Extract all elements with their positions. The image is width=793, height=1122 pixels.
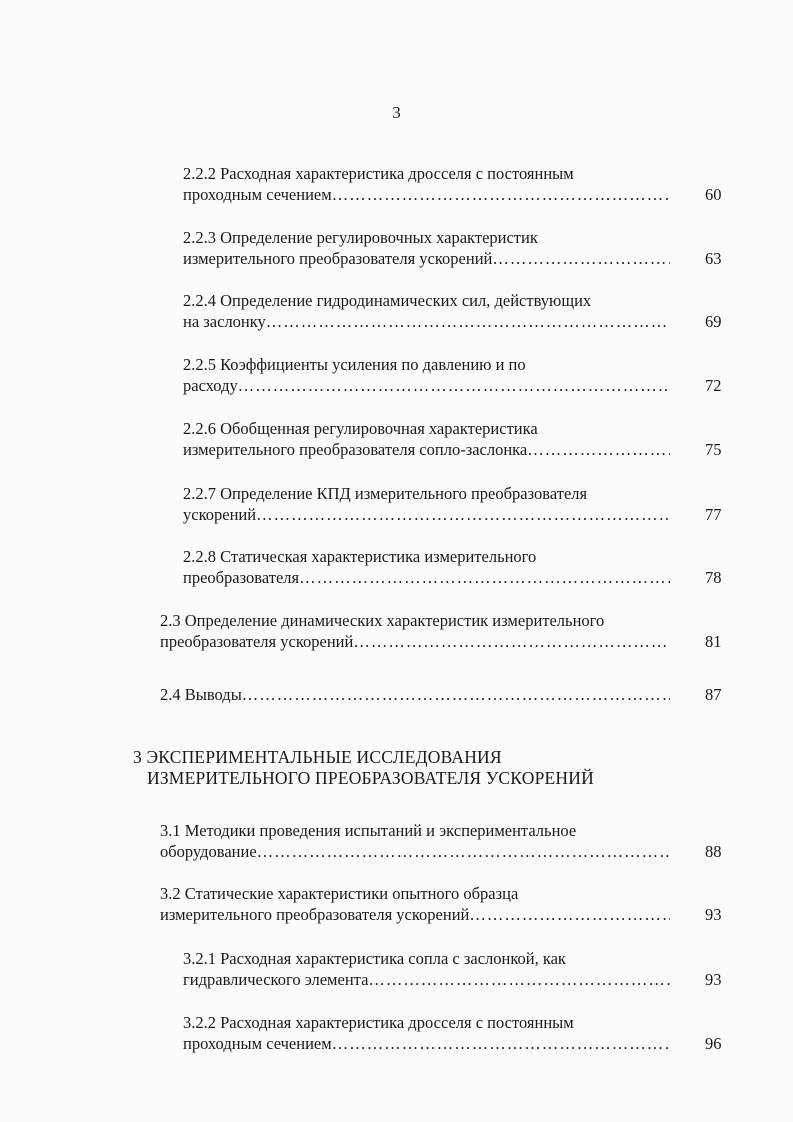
toc-entry-title-cont: ускорений xyxy=(183,505,257,524)
toc-entry-2-2-5 xyxy=(183,354,722,396)
toc-page-number: 93 xyxy=(705,905,722,924)
toc-entry-title-cont: оборудование xyxy=(160,842,257,861)
toc-entry-2-4 xyxy=(160,663,722,705)
toc-page-number: 72 xyxy=(705,376,722,395)
toc-entry-title-cont: измерительного преобразователя сопло-заслонка xyxy=(183,440,528,459)
toc-entry-3-2-2 xyxy=(183,1012,722,1054)
chapter-heading-line1: 3 ЭКСПЕРИМЕНТАЛЬНЫЕ ИССЛЕДОВАНИЯ xyxy=(133,747,502,767)
toc-entry-2-2-3 xyxy=(183,227,722,269)
toc-entry-title-cont: проходным сечением xyxy=(183,185,332,204)
leader-dots xyxy=(527,439,670,460)
toc-entry-title: 3.2 Статические характеристики опытного образца xyxy=(160,884,519,903)
leader-dots xyxy=(492,248,670,269)
toc-page-number: 60 xyxy=(705,185,722,204)
leader-dots xyxy=(238,375,670,396)
toc-entry-3-2 xyxy=(160,883,722,925)
toc-entry-title-cont: преобразователя ускорений xyxy=(160,632,354,651)
toc-page-number: 81 xyxy=(705,632,722,651)
toc-entry-title: 2.2.2 Расходная характеристика дросселя с постоянным xyxy=(183,164,574,183)
leader-dots xyxy=(353,631,670,652)
toc-entry-title: 2.2.8 Статическая характеристика измерительного xyxy=(183,547,537,566)
toc-page-number: 88 xyxy=(705,842,722,861)
toc-entry-title: 2.2.4 Определение гидродинамических сил, действующих xyxy=(183,291,592,310)
toc-page-number: 69 xyxy=(705,312,722,331)
toc-entry-title-cont: 2.4 Выводы xyxy=(160,685,242,704)
chapter-heading-line2: ИЗМЕРИТЕЛЬНОГО ПРЕОБРАЗОВАТЕЛЯ УСКОРЕНИЙ xyxy=(147,768,594,788)
leader-dots xyxy=(368,969,670,990)
toc-entry-title-cont: измерительного преобразователя ускорений xyxy=(160,905,470,924)
toc-page-number: 63 xyxy=(705,249,722,268)
toc-page-number: 75 xyxy=(705,440,722,459)
toc-entry-title-cont: гидравлического элемента xyxy=(183,970,369,989)
toc-entry-2-2-8 xyxy=(183,546,722,588)
toc-entry-title xyxy=(160,663,705,684)
toc-entry-2-3 xyxy=(160,610,722,652)
toc-entry-2-2-6 xyxy=(183,418,722,460)
toc-page-number: 78 xyxy=(705,568,722,587)
toc-entry-title-cont: на заслонку xyxy=(183,312,266,331)
toc-entry-title: 3.2.2 Расходная характеристика дросселя с постоянным xyxy=(183,1013,574,1032)
toc-page-number: 96 xyxy=(705,1034,722,1053)
toc-entry-title: 3.1 Методики проведения испытаний и экспериментальное xyxy=(160,821,577,840)
leader-dots xyxy=(256,504,670,525)
toc-entry-2-2-2 xyxy=(183,163,722,205)
toc-entry-2-2-7 xyxy=(183,483,722,525)
toc-entry-title: 2.2.3 Определение регулировочных характеристик xyxy=(183,228,538,247)
toc-entry-title: 3.2.1 Расходная характеристика сопла с заслонкой, как xyxy=(183,949,566,968)
leader-dots xyxy=(257,841,670,862)
toc-entry-title-cont: расходу xyxy=(183,376,238,395)
page-number: 3 xyxy=(392,103,401,122)
leader-dots xyxy=(299,567,670,588)
toc-page-number: 87 xyxy=(705,685,722,704)
toc-entry-title-cont: проходным сечением xyxy=(183,1034,332,1053)
toc-entry-title-cont: преобразователя xyxy=(183,568,300,587)
leader-dots xyxy=(332,1033,670,1054)
toc-entry-title-cont: измерительного преобразователя ускорений xyxy=(183,249,493,268)
toc-entry-title: 2.2.6 Обобщенная регулировочная характеристика xyxy=(183,419,538,438)
toc-entry-3-1 xyxy=(160,820,722,862)
toc-entry-title: 2.2.7 Определение КПД измерительного преобразователя xyxy=(183,484,588,503)
toc-entry-3-2-1 xyxy=(183,948,722,990)
toc-entry-2-2-4 xyxy=(183,290,722,332)
toc-entry-title: 2.3 Определение динамических характеристик измерительного xyxy=(160,611,605,630)
leader-dots xyxy=(469,904,670,925)
chapter-heading xyxy=(133,747,594,789)
leader-dots xyxy=(266,311,670,332)
toc-page-number: 93 xyxy=(705,970,722,989)
leader-dots xyxy=(242,684,670,705)
toc-entry-title: 2.2.5 Коэффициенты усиления по давлению и по xyxy=(183,355,526,374)
leader-dots xyxy=(332,184,670,205)
toc-page-number: 77 xyxy=(705,505,722,524)
